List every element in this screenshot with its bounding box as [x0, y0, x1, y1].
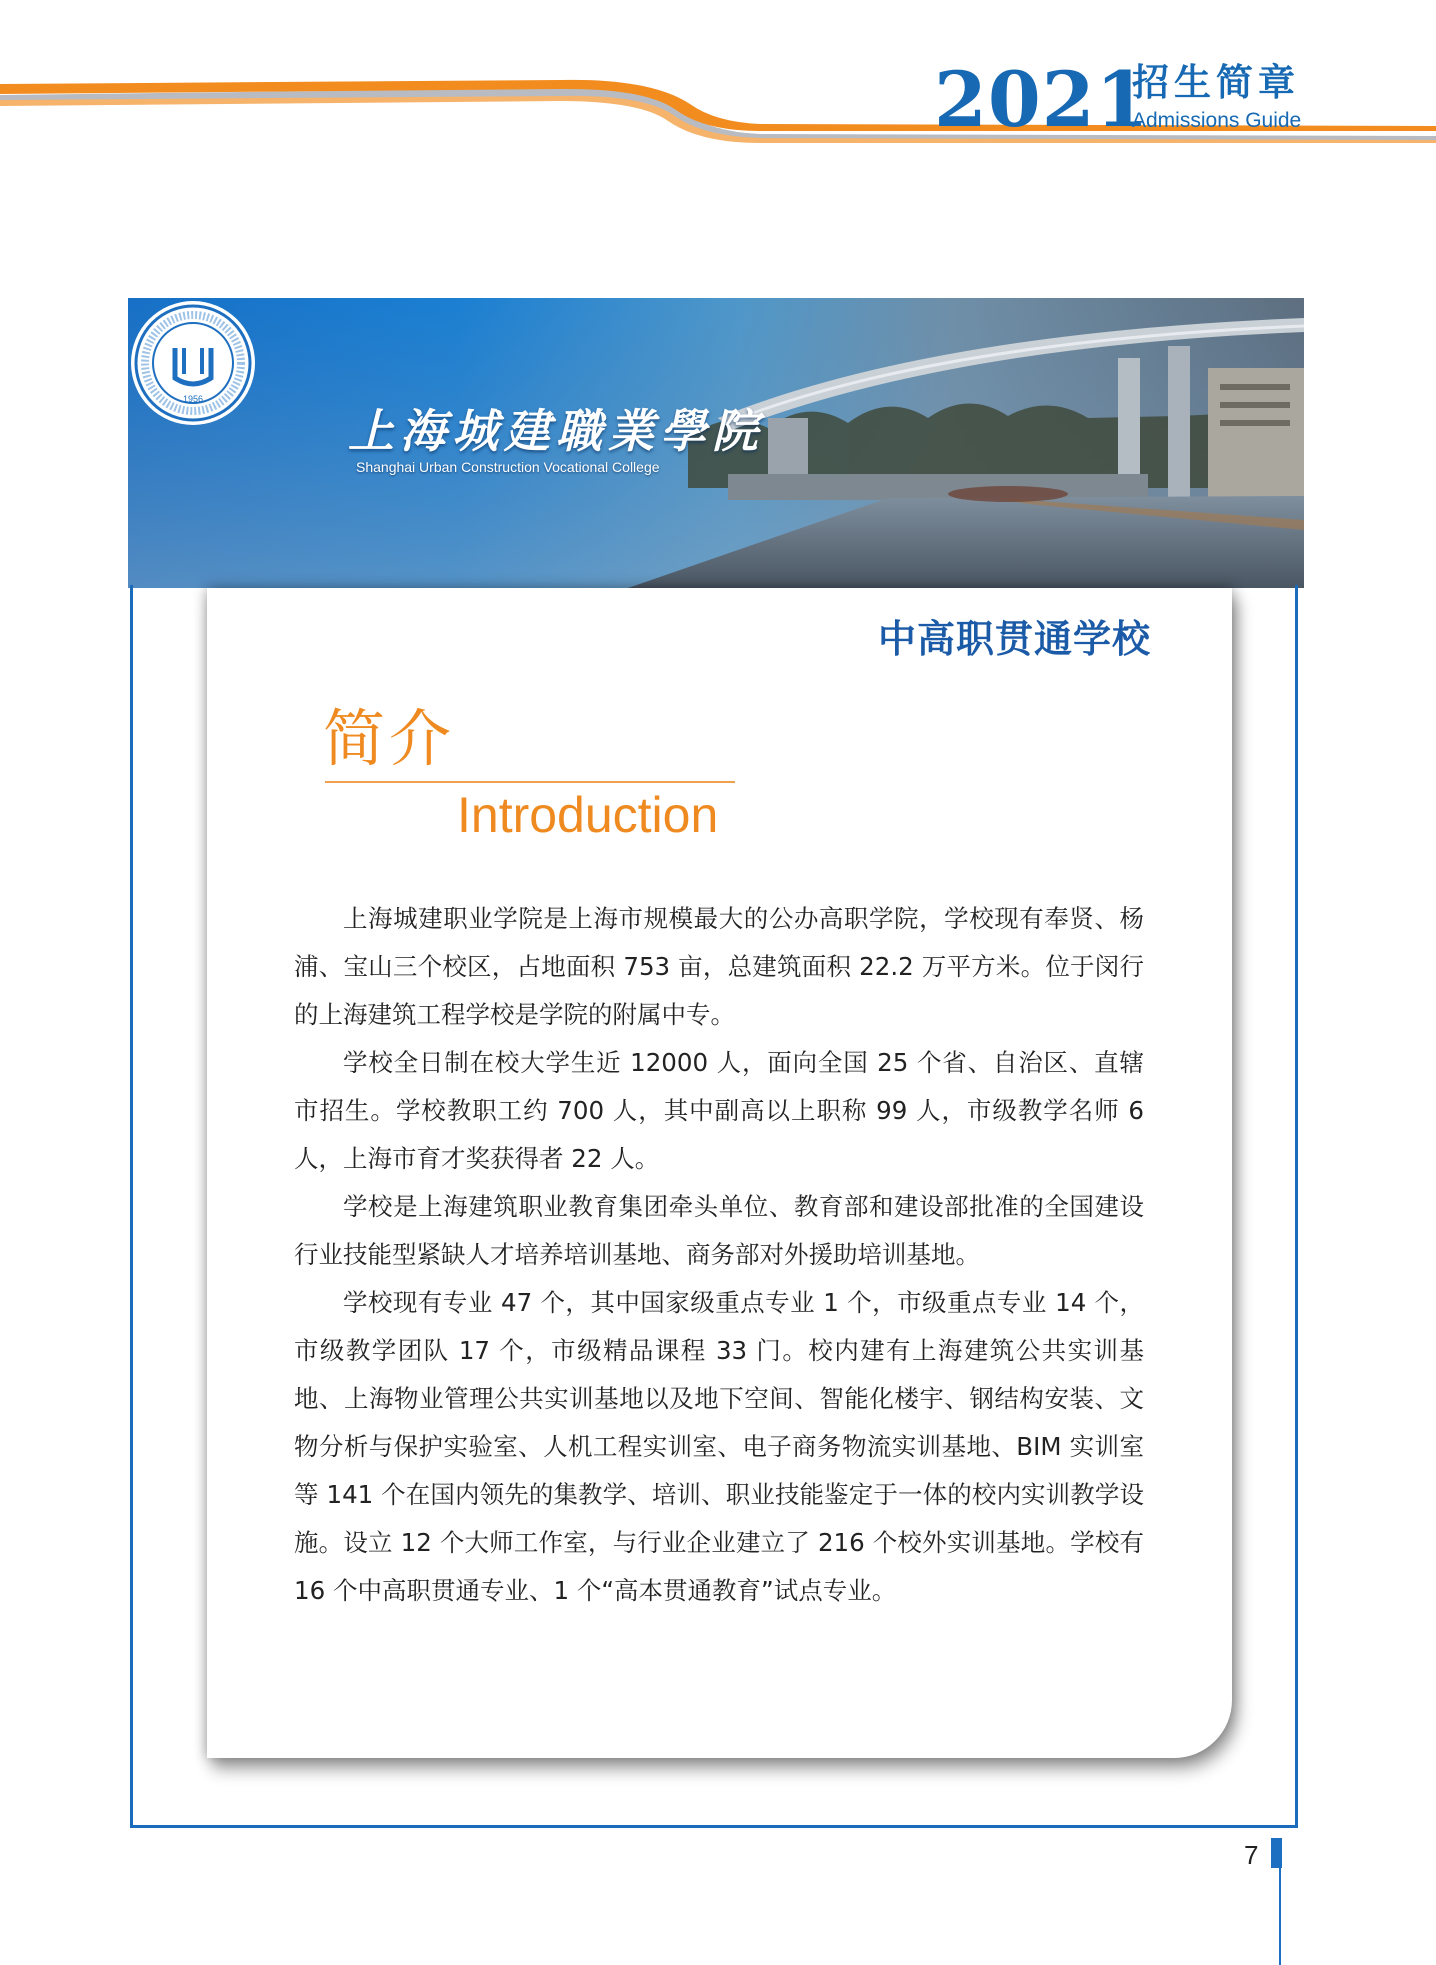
seal-year: 1956	[182, 394, 204, 404]
paragraph: 学校全日制在校大学生近 12000 人，面向全国 25 个省、自治区、直辖市招生。学校教职工约 700 人，其中副高以上职称 99 人，市级教学名师 6 人，上海市育才奖获得者 22 人。	[294, 1048, 1144, 1173]
header-year: 2021	[934, 55, 1150, 144]
header-guide-title-cn: 招生简章	[1132, 61, 1300, 104]
school-seal-logo	[128, 298, 258, 428]
section-title-en: Introduction	[457, 787, 719, 843]
school-name-cn: 上海城建職業學院	[348, 404, 764, 458]
paragraph: 上海城建职业学院是上海市规模最大的公办高职学院，学校现有奉贤、杨浦、宝山三个校区，占地面积 753 亩，总建筑面积 22.2 万平方米。位于闵行的上海建筑工程学校是学院的附属中专。	[294, 904, 1144, 1029]
program-title: 中高职贯通学校	[878, 616, 1152, 661]
header-guide-title-en: Admissions Guide	[1132, 109, 1302, 132]
school-name-en: Shanghai Urban Construction Vocational College	[356, 459, 660, 475]
section-title-divider	[325, 781, 735, 783]
section-title-cn: 简介	[323, 702, 456, 775]
page-edge-line	[1279, 1868, 1281, 1965]
paragraph: 学校是上海建筑职业教育集团牵头单位、教育部和建设部批准的全国建设行业技能型紧缺人才培养培训基地、商务部对外援助培训基地。	[294, 1192, 1144, 1269]
school-banner	[128, 298, 1304, 588]
page-number-marker	[1271, 1838, 1282, 1868]
page-number: 7	[1244, 1840, 1259, 1870]
paragraph: 学校现有专业 47 个，其中国家级重点专业 1 个，市级重点专业 14 个，市级教学团队 17 个，市级精品课程 33 门。校内建有上海建筑公共实训基地、上海物业管理公共实训基地以及地下空间、智能化楼宇、钢结构安装、文物分析与保护实验室、人机工程实训室、电子商务物流实训基地、BIM 实训室等 141 个在国内领先的集教学、培训、职业技能鉴定于一体的校内实训教学设施。设立 12 个大师工作室，与行业企业建立了 216 个校外实训基地。学校有 16 个中高职贯通专业、1 个“高本贯通教育”试点专业。	[294, 1288, 1144, 1605]
introduction-body	[294, 895, 1144, 1615]
